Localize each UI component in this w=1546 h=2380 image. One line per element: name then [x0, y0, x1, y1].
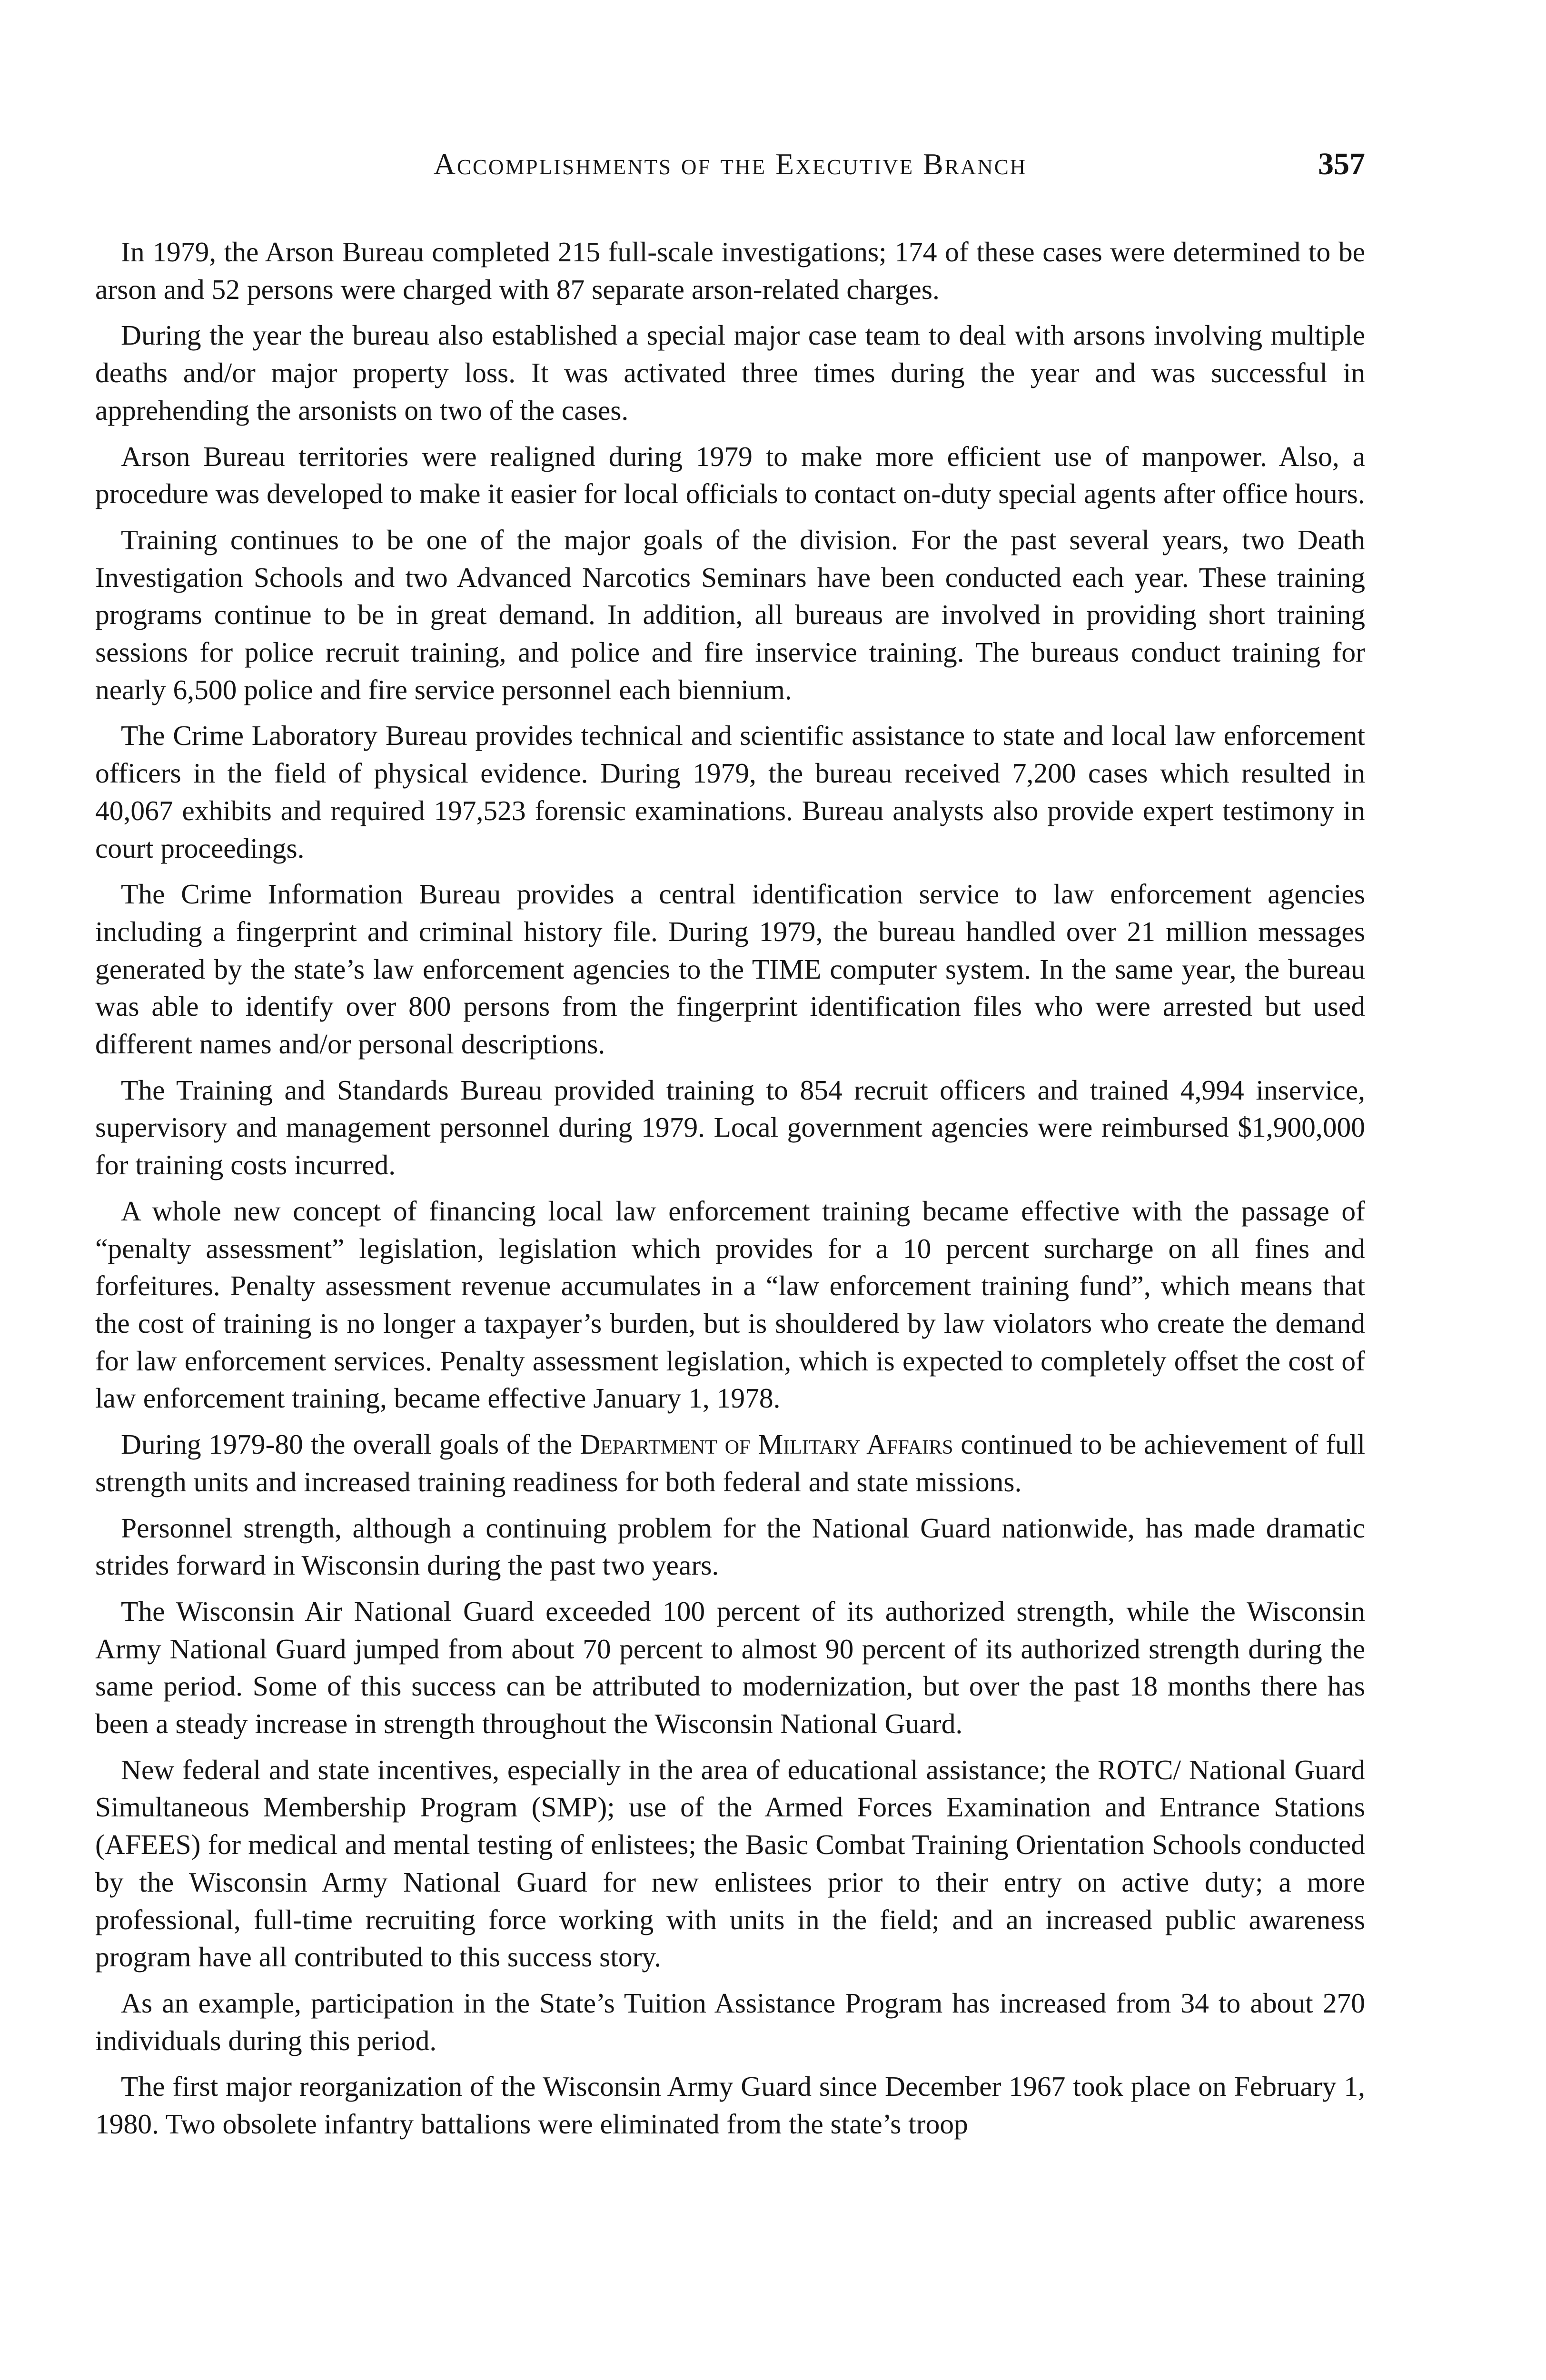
- paragraph-incentives: New federal and state incentives, especially in the area of educational assistance; the ROTC/ National Guard Simultaneous Membership Program (SMP); use of the Armed Forces Examination and Entrance Stations (AFEES) for medical and mental testing of enlistees; the Basic Combat Training Orientation Schools conducted by the Wisconsin Army National Guard for new enlistees prior to their entry on active duty; a more professional, full-time recruiting force working with units in the field; and an increased public awareness program have all contributed to this success story.: [95, 1754, 1365, 1973]
- paragraph-reorganization: The first major reorganization of the Wisconsin Army Guard since December 1967 took place on February 1, 1980. Two obsolete infantry battalions were eliminated from the state’s troop: [95, 2071, 1365, 2140]
- paragraph-crime-information: The Crime Information Bureau provides a central identification service to law enforcement agencies including a fingerprint and criminal history file. During 1979, the bureau handled over 21 million messages generated by the state’s law enforcement agencies to the TIME computer system. In the same year, the bureau was able to identify over 800 persons from the fingerprint identification files who were arrested but used different names and/or personal descriptions.: [95, 878, 1365, 1060]
- paragraph-arson-territories: Arson Bureau territories were realigned during 1979 to make more efficient use of manpower. Also, a procedure was developed to make it easier for local officials to contact on-duty special agents after office hours.: [95, 440, 1365, 510]
- paragraph-personnel-strength: Personnel strength, although a continuing problem for the National Guard nationwide, has made dramatic strides forward in Wisconsin during the past two years.: [95, 1512, 1365, 1581]
- paragraph-training-goals: Training continues to be one of the major goals of the division. For the past several years, two Death Investigation Schools and two Advanced Narcotics Seminars have been conducted each year. These training programs continue to be in great demand. In addition, all bureaus are involved in providing short training sessions for police recruit training, and police and fire inservice training. The bureaus conduct training for nearly 6,500 police and fire service personnel each biennium.: [95, 524, 1365, 705]
- paragraph-major-case-team: During the year the bureau also established a special major case team to deal with arsons involving multiple deaths and/or major property loss. It was activated three times during the year and was successful in apprehending the arsonists on two of the cases.: [95, 319, 1365, 426]
- department-name: Department of Military Affairs: [580, 1428, 953, 1460]
- paragraph-training-standards: The Training and Standards Bureau provided training to 854 recruit officers and trained 4,994 inservice, supervisory and management personnel during 1979. Local government agencies were reimbursed $1,900,000 for training costs incurred.: [95, 1074, 1365, 1181]
- paragraph-military-affairs: [95, 1426, 1365, 1500]
- running-title: Accomplishments of the Executive Branch: [433, 147, 1027, 181]
- military-goals-text: continued to be achievement of full strength units and increased training readiness for both federal and state missions.: [95, 1428, 1365, 1497]
- running-header: [95, 143, 1365, 186]
- paragraph-crime-laboratory: The Crime Laboratory Bureau provides technical and scientific assistance to state and local law enforcement officers in the field of physical evidence. During 1979, the bureau received 7,200 cases which resulted in 40,067 exhibits and required 197,523 forensic examinations. Bureau analysts also provide expert testimony in court proceedings.: [95, 720, 1365, 864]
- body-text: [95, 233, 1365, 2143]
- paragraph-air-national-guard: The Wisconsin Air National Guard exceeded 100 percent of its authorized strength, while the Wisconsin Army National Guard jumped from about 70 percent to almost 90 percent of its authorized strength during the same period. Some of this success can be attributed to modernization, but over the past 18 months there has been a steady increase in strength throughout the Wisconsin National Guard.: [95, 1595, 1365, 1740]
- page-number: 357: [1318, 147, 1365, 181]
- military-intro-text: During 1979-80 the overall goals of the: [121, 1428, 580, 1460]
- paragraph-arson-investigations: In 1979, the Arson Bureau completed 215 full-scale investigations; 174 of these cases were determined to be arson and 52 persons were charged with 87 separate arson-related charges.: [95, 236, 1365, 305]
- paragraph-penalty-assessment: A whole new concept of financing local law enforcement training became effective with the passage of “penalty assessment” legislation, legislation which provides for a 10 percent surcharge on all fines and forfeitures. Penalty assessment revenue accumulates in a “law enforcement training fund”, which means that the cost of training is no longer a taxpayer’s burden, but is shouldered by law violators who create the demand for law enforcement services. Penalty assessment legislation, which is expected to completely offset the cost of law enforcement training, became effective January 1, 1978.: [95, 1195, 1365, 1414]
- paragraph-tuition-assistance: As an example, participation in the State’s Tuition Assistance Program has increased from 34 to about 270 individuals during this period.: [95, 1987, 1365, 2056]
